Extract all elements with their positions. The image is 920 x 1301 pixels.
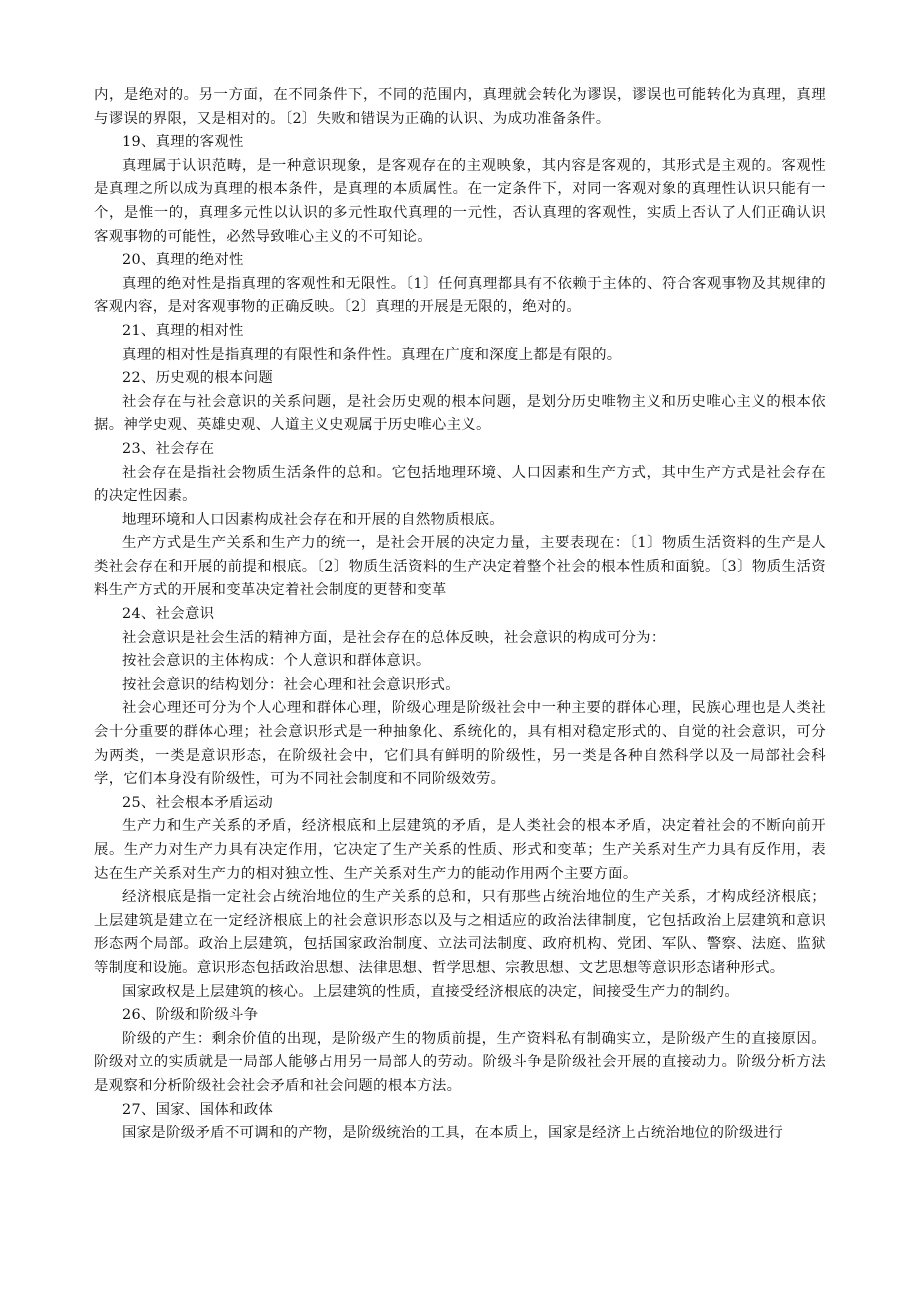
section-heading: 26、阶级和阶级斗争 <box>122 1007 259 1024</box>
paragraph: 按社会意识的结构划分：社会心理和社会意识形式。 <box>122 676 460 693</box>
section-heading: 22、历史观的根本问题 <box>122 370 274 387</box>
paragraph: 生产方式是生产关系和生产力的统一，是社会开展的决定力量，主要表现在：〔1〕物质生活资料的生产是人类社会存在和开展的前提和根底。〔2〕物质生活资料的生产决定着整个社会的根本性质和面貌。〔3〕物质生活资料生产方式的开展和变革决定着社会制度的更替和变革 <box>94 535 826 599</box>
paragraph: 按社会意识的主体构成：个人意识和群体意识。 <box>122 653 431 670</box>
paragraph: 真理的绝对性是指真理的客观性和无限性。〔1〕任何真理都具有不依赖于主体的、符合客观事物及其规律的客观内容，是对客观事物的正确反映。〔2〕真理的开展是无限的，绝对的。 <box>94 275 826 316</box>
paragraph: 阶级的产生：剩余价值的出现，是阶级产生的物质前提，生产资料私有制确实立，是阶级产生的直接原因。阶级对立的实质就是一局部人能够占用另一局部人的劳动。阶级斗争是阶级社会开展的直接动力。阶级分析方法是观察和分析阶级社会社会矛盾和社会问题的根本方法。 <box>94 1030 826 1094</box>
paragraph: 社会心理还可分为个人心理和群体心理，阶级心理是阶级社会中一种主要的群体心理，民族心理也是人类社会十分重要的群体心理；社会意识形式是一种抽象化、系统化的，具有相对稳定形式的、自觉的社会意识，可分为两类，一类是意识形态，在阶级社会中，它们具有鲜明的阶级性，另一类是各种自然科学以及一局部社会科学，它们本身没有阶级性，可为不同社会制度和不同阶级效劳。 <box>94 700 826 788</box>
paragraph: 经济根底是指一定社会占统治地位的生产关系的总和，只有那些占统治地位的生产关系，才构成经济根底；上层建筑是建立在一定经济根底上的社会意识形态以及与之相适应的政治法律制度，它包括政治上层建筑和意识形态两个局部。政治上层建筑，包括国家政治制度、立法司法制度、政府机构、党团、军队、警察、法庭、监狱等制度和设施。意识形态包括政治思想、法律思想、哲学思想、宗教思想、文艺思想等意识形态诸种形式。 <box>94 889 826 976</box>
paragraph: 内，是绝对的。另一方面，在不同条件下，不同的范围内，真理就会转化为谬误，谬误也可能转化为真理，真理与谬误的界限，又是相对的。〔2〕失败和错误为正确的认识、为成功准备条件。 <box>94 87 826 127</box>
paragraph: 社会意识是社会生活的精神方面，是社会存在的总体反映，社会意识的构成可分为： <box>122 629 666 646</box>
paragraph: 生产力和生产关系的矛盾，经济根底和上层建筑的矛盾，是人类社会的根本矛盾，决定着社会的不断向前开展。生产力对生产力具有决定作用，它决定了生产关系的性质、形式和变革；生产关系对生产力具有反作用，表达在生产关系对生产力的相对独立性、生产关系对生产力的能动作用两个主要方面。 <box>94 818 826 882</box>
section-heading: 21、真理的相对性 <box>122 322 244 339</box>
section-heading: 23、社会存在 <box>122 440 215 457</box>
paragraph: 国家政权是上层建筑的核心。上层建筑的性质，直接受经济根底的决定，间接受生产力的制约。 <box>122 983 740 1000</box>
section-heading: 19、真理的客观性 <box>122 134 244 151</box>
paragraph: 国家是阶级矛盾不可调和的产物，是阶级统治的工具，在本质上，国家是经济上占统治地位的阶级进行 <box>122 1125 784 1142</box>
paragraph: 社会存在与社会意识的关系问题，是社会历史观的根本问题，是划分历史唯物主义和历史唯心主义的根本依据。神学史观、英雄史观、人道主义史观属于历史唯心主义。 <box>94 393 826 434</box>
section-heading: 24、社会意识 <box>122 606 215 623</box>
paragraph: 地理环境和人口因素构成社会存在和开展的自然物质根底。 <box>122 511 504 528</box>
paragraph: 真理的相对性是指真理的有限性和条件性。真理在广度和深度上都是有限的。 <box>122 346 622 363</box>
section-heading: 25、社会根本矛盾运动 <box>122 794 274 811</box>
section-heading: 27、国家、国体和政体 <box>122 1101 274 1118</box>
paragraph: 社会存在是指社会物质生活条件的总和。它包括地理环境、人口因素和生产方式，其中生产方式是社会存在的决定性因素。 <box>94 464 826 505</box>
document-page <box>94 84 826 1146</box>
section-heading: 20、真理的绝对性 <box>122 252 244 269</box>
paragraph: 真理属于认识范畴，是一种意识现象，是客观存在的主观映象，其内容是客观的，其形式是主观的。客观性是真理之所以成为真理的根本条件，是真理的本质属性。在一定条件下，对同一客观对象的真理性认识只能有一个，是惟一的，真理多元性以认识的多元性取代真理的一元性，否认真理的客观性，实质上否认了人们正确认识客观事物的可能性，必然导致唯心主义的不可知论。 <box>94 157 826 245</box>
